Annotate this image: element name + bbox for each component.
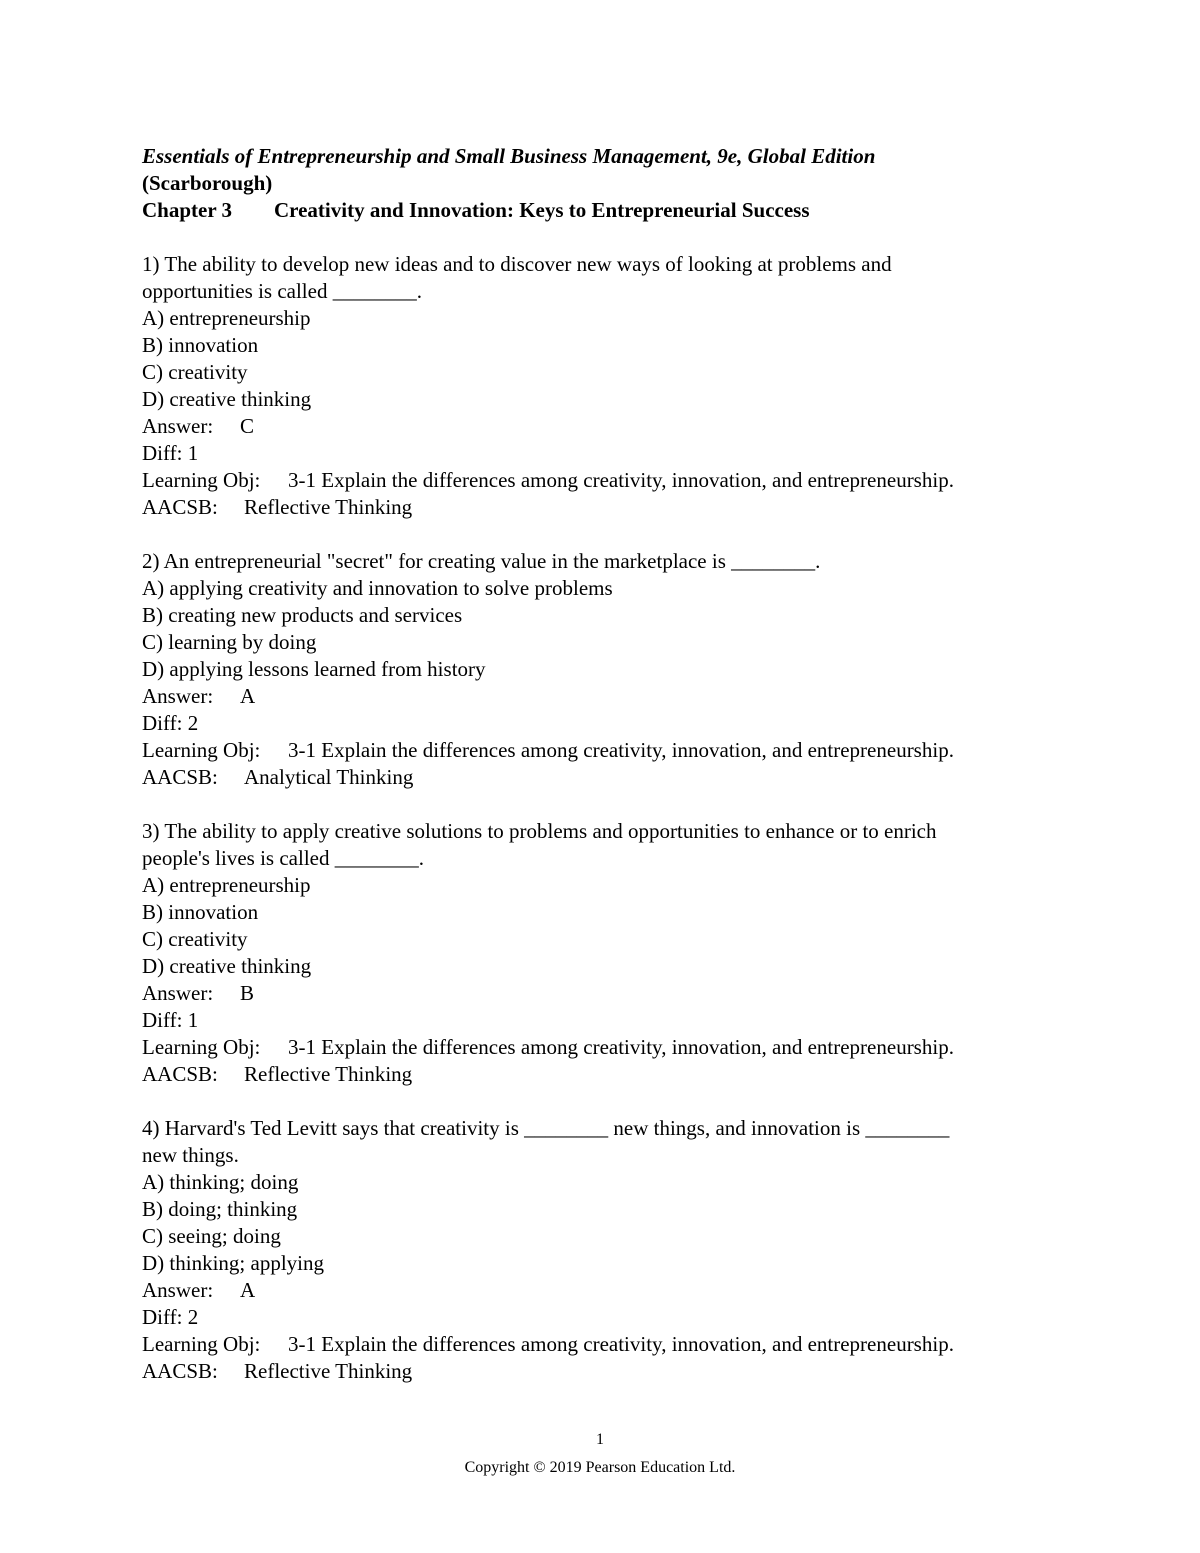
chapter-number: Chapter 3 — [142, 198, 233, 222]
answer-value: B — [240, 981, 255, 1005]
learning-objective — [142, 737, 1062, 764]
aacsb-label: AACSB: — [142, 495, 218, 519]
answer-option: A) applying creativity and innovation to solve problems — [142, 576, 613, 600]
difficulty: Diff: 1 — [142, 1008, 199, 1032]
answer-value: A — [240, 684, 256, 708]
answer-value: A — [240, 1278, 256, 1302]
question-block — [142, 548, 1062, 791]
page-number: 1 — [596, 1431, 604, 1448]
answer-option: B) doing; thinking — [142, 1197, 298, 1221]
question-block — [142, 818, 1062, 1088]
answer-option: B) creating new products and services — [142, 603, 463, 627]
difficulty: Diff: 2 — [142, 1305, 199, 1329]
question-block — [142, 1115, 1062, 1385]
answer-option: D) thinking; applying — [142, 1251, 324, 1275]
aacsb-line — [142, 1358, 1062, 1385]
aacsb-line — [142, 1061, 1062, 1088]
learning-objective-label: Learning Obj: — [142, 1035, 261, 1059]
aacsb-value: Reflective Thinking — [244, 1359, 413, 1383]
answer-option: D) creative thinking — [142, 387, 312, 411]
answer-option: A) entrepreneurship — [142, 873, 311, 897]
question-stem-line: 3) The ability to apply creative solutions to problems and opportunities to enhance or to enrich — [142, 819, 937, 843]
answer-option: A) thinking; doing — [142, 1170, 299, 1194]
answer-option: C) creativity — [142, 927, 248, 951]
learning-objective-label: Learning Obj: — [142, 468, 261, 492]
aacsb-value: Reflective Thinking — [244, 1062, 413, 1086]
copyright-notice: Copyright © 2019 Pearson Education Ltd. — [464, 1459, 736, 1476]
answer-line — [142, 1277, 1062, 1304]
answer-option: D) applying lessons learned from history — [142, 657, 486, 681]
question-stem-line: people's lives is called ________. — [142, 846, 424, 870]
learning-objective-label: Learning Obj: — [142, 1332, 261, 1356]
answer-line — [142, 980, 1062, 1007]
answer-value: C — [240, 414, 255, 438]
aacsb-label: AACSB: — [142, 765, 218, 789]
aacsb-line — [142, 494, 1062, 521]
question-list — [142, 251, 1062, 1385]
question-stem-line: 1) The ability to develop new ideas and to discover new ways of looking at problems and — [142, 252, 892, 276]
book-title — [142, 143, 1062, 197]
question-stem-line: 4) Harvard's Ted Levitt says that creativity is ________ new things, and innovation is ________ — [142, 1116, 950, 1140]
chapter-heading — [142, 197, 1062, 224]
answer-option: A) entrepreneurship — [142, 306, 311, 330]
aacsb-value: Reflective Thinking — [244, 495, 413, 519]
learning-objective-text: 3-1 Explain the differences among creativity, innovation, and entrepreneurship. — [288, 1332, 954, 1356]
aacsb-value: Analytical Thinking — [244, 765, 414, 789]
learning-objective-label: Learning Obj: — [142, 738, 261, 762]
answer-line — [142, 683, 1062, 710]
chapter-title: Creativity and Innovation: Keys to Entrepreneurial Success — [274, 198, 810, 222]
answer-line — [142, 413, 1062, 440]
answer-option: C) learning by doing — [142, 630, 317, 654]
aacsb-label: AACSB: — [142, 1359, 218, 1383]
question-stem-line: new things. — [142, 1143, 239, 1167]
learning-objective — [142, 1331, 1062, 1358]
difficulty: Diff: 1 — [142, 441, 199, 465]
book-title-italic: Essentials of Entrepreneurship and Small Business Management, 9e, Global Edition — [142, 144, 876, 168]
answer-label: Answer: — [142, 1278, 214, 1302]
learning-objective — [142, 1034, 1062, 1061]
question-stem-line: opportunities is called ________. — [142, 279, 422, 303]
aacsb-label: AACSB: — [142, 1062, 218, 1086]
book-author: (Scarborough) — [142, 171, 273, 195]
document-page — [142, 143, 1062, 1385]
answer-option: B) innovation — [142, 900, 259, 924]
question-block — [142, 251, 1062, 521]
answer-option: C) seeing; doing — [142, 1224, 281, 1248]
learning-objective-text: 3-1 Explain the differences among creativity, innovation, and entrepreneurship. — [288, 468, 954, 492]
answer-option: B) innovation — [142, 333, 259, 357]
answer-label: Answer: — [142, 684, 214, 708]
learning-objective-text: 3-1 Explain the differences among creativity, innovation, and entrepreneurship. — [288, 1035, 954, 1059]
question-stem-line: 2) An entrepreneurial "secret" for creating value in the marketplace is ________. — [142, 549, 821, 573]
answer-option: D) creative thinking — [142, 954, 312, 978]
answer-label: Answer: — [142, 414, 214, 438]
learning-objective — [142, 467, 1062, 494]
aacsb-line — [142, 764, 1062, 791]
answer-label: Answer: — [142, 981, 214, 1005]
difficulty: Diff: 2 — [142, 711, 199, 735]
learning-objective-text: 3-1 Explain the differences among creativity, innovation, and entrepreneurship. — [288, 738, 954, 762]
answer-option: C) creativity — [142, 360, 248, 384]
